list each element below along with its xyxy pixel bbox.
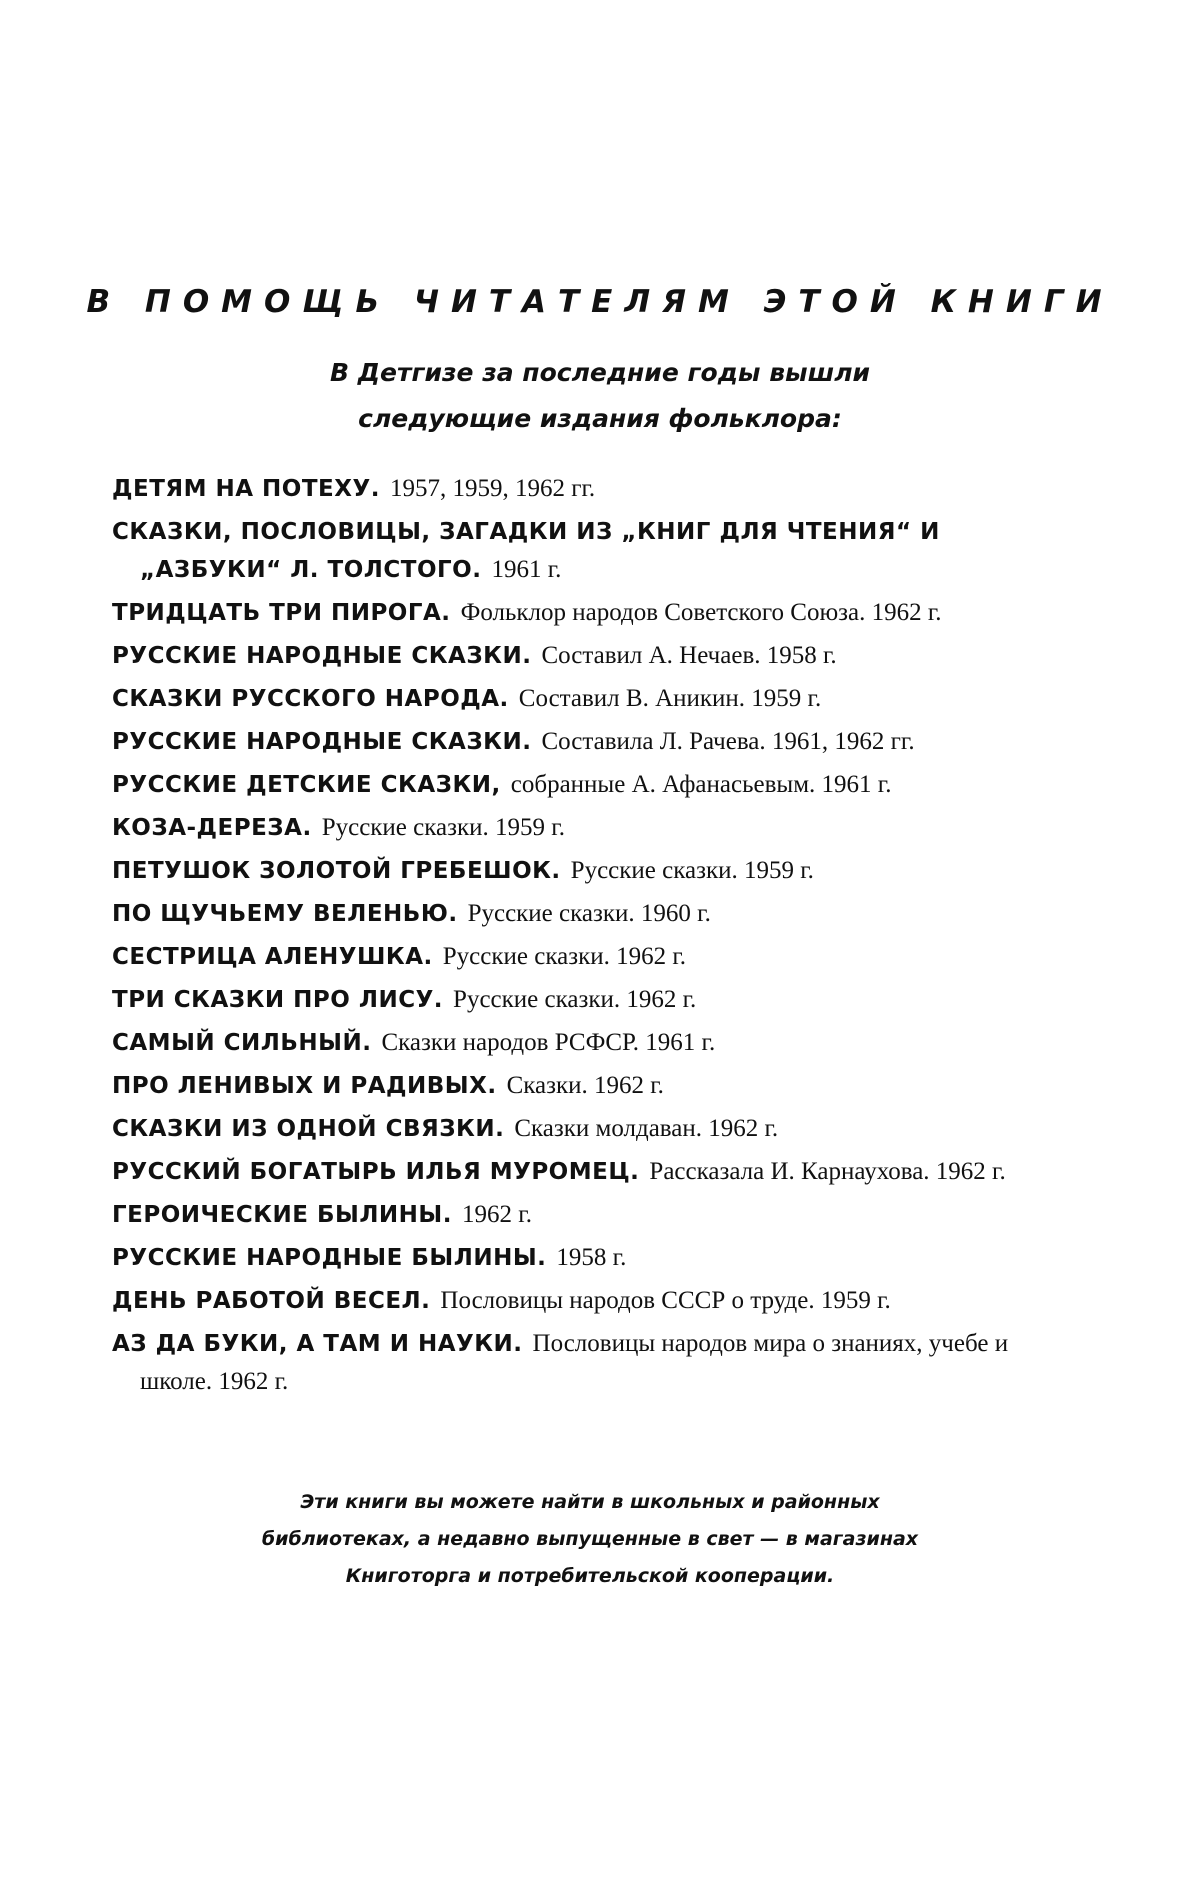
book-page xyxy=(0,0,1200,1880)
list-item xyxy=(112,1110,1072,1148)
entry-note: Сказки молдаван. 1962 г. xyxy=(514,1115,778,1142)
publications-list xyxy=(112,470,1072,1401)
entry-note: Русские сказки. 1962 г. xyxy=(443,943,686,970)
entry-title: СЕСТРИЦА АЛЕНУШКА. xyxy=(112,944,433,970)
entry-note: собранные А. Афанасьевым. 1961 г. xyxy=(511,771,892,798)
entry-note: Пословицы народов СССР о труде. 1959 г. xyxy=(440,1287,890,1314)
entry-title: АЗ ДА БУКИ, А ТАМ И НАУКИ. xyxy=(112,1331,523,1357)
list-item xyxy=(112,1153,1072,1191)
entry-title: ДЕНЬ РАБОТОЙ ВЕСЕЛ. xyxy=(112,1288,430,1314)
intro-line-1: В Детгизе за последние годы вышли xyxy=(0,350,1200,396)
entry-note: Составил А. Нечаев. 1958 г. xyxy=(541,642,836,669)
entry-note: Пословицы народов мира о знаниях, учебе и школе. 1962 г. xyxy=(140,1330,1008,1395)
list-item xyxy=(112,637,1072,675)
entry-title: ПРО ЛЕНИВЫХ И РАДИВЫХ. xyxy=(112,1073,497,1099)
entry-title: ПО ЩУЧЬЕМУ ВЕЛЕНЬЮ. xyxy=(112,901,458,927)
entry-title: СКАЗКИ, ПОСЛОВИЦЫ, ЗАГАДКИ ИЗ „КНИГ ДЛЯ ЧТЕНИЯ“ И „АЗБУКИ“ Л. ТОЛСТОГО. xyxy=(112,519,940,583)
entry-title: РУССКИЕ ДЕТСКИЕ СКАЗКИ, xyxy=(112,772,501,798)
list-item xyxy=(112,895,1072,933)
entry-title: РУССКИЕ НАРОДНЫЕ БЫЛИНЫ. xyxy=(112,1245,546,1271)
intro-text xyxy=(0,350,1200,442)
entry-title: РУССКИЕ НАРОДНЫЕ СКАЗКИ. xyxy=(112,643,531,669)
entry-note: Составила Л. Рачева. 1961, 1962 гг. xyxy=(541,728,914,755)
list-item xyxy=(112,766,1072,804)
entry-note: 1958 г. xyxy=(556,1244,626,1271)
entry-title: КОЗА-ДЕРЕЗА. xyxy=(112,815,312,841)
entry-title: ПЕТУШОК ЗОЛОТОЙ ГРЕБЕШОК. xyxy=(112,858,561,884)
entry-note: Рассказала И. Карнаухова. 1962 г. xyxy=(649,1158,1005,1185)
list-item xyxy=(112,513,1072,589)
entry-note: 1957, 1959, 1962 гг. xyxy=(390,475,595,502)
list-item xyxy=(112,1282,1072,1320)
page-heading: В ПОМОЩЬ ЧИТАТЕЛЯМ ЭТОЙ КНИГИ xyxy=(0,282,1200,322)
entry-title: ДЕТЯМ НА ПОТЕХУ. xyxy=(112,476,380,502)
list-item xyxy=(112,680,1072,718)
list-item xyxy=(112,1024,1072,1062)
entry-title: ГЕРОИЧЕСКИЕ БЫЛИНЫ. xyxy=(112,1202,452,1228)
entry-note: Фольклор народов Советского Союза. 1962 г. xyxy=(461,599,942,626)
entry-title: ТРИДЦАТЬ ТРИ ПИРОГА. xyxy=(112,600,451,626)
footer-line-3: Книготорга и потребительской кооперации. xyxy=(200,1558,980,1595)
entry-note: Русские сказки. 1959 г. xyxy=(322,814,565,841)
entry-title: СКАЗКИ ИЗ ОДНОЙ СВЯЗКИ. xyxy=(112,1116,504,1142)
footer-line-2: библиотеках, а недавно выпущенные в свет — в магазинах xyxy=(200,1521,980,1558)
footer-note xyxy=(200,1484,980,1595)
entry-title: САМЫЙ СИЛЬНЫЙ. xyxy=(112,1030,371,1056)
entry-note: Русские сказки. 1962 г. xyxy=(453,986,696,1013)
footer-line-1: Эти книги вы можете найти в школьных и районных xyxy=(200,1484,980,1521)
list-item xyxy=(112,809,1072,847)
list-item xyxy=(112,723,1072,761)
list-item xyxy=(112,1239,1072,1277)
entry-note: Сказки народов РСФСР. 1961 г. xyxy=(381,1029,715,1056)
list-item xyxy=(112,1067,1072,1105)
list-item xyxy=(112,1196,1072,1234)
list-item xyxy=(112,594,1072,632)
list-item xyxy=(112,1325,1072,1401)
list-item xyxy=(112,938,1072,976)
entry-note: Сказки. 1962 г. xyxy=(507,1072,664,1099)
entry-title: ТРИ СКАЗКИ ПРО ЛИСУ. xyxy=(112,987,443,1013)
list-item xyxy=(112,470,1072,508)
entry-title: РУССКИЕ НАРОДНЫЕ СКАЗКИ. xyxy=(112,729,531,755)
list-item xyxy=(112,852,1072,890)
entry-title: РУССКИЙ БОГАТЫРЬ ИЛЬЯ МУРОМЕЦ. xyxy=(112,1159,639,1185)
entry-note: Русские сказки. 1960 г. xyxy=(468,900,711,927)
entry-title: СКАЗКИ РУССКОГО НАРОДА. xyxy=(112,686,509,712)
entry-note: 1962 г. xyxy=(462,1201,532,1228)
list-item xyxy=(112,981,1072,1019)
entry-note: 1961 г. xyxy=(491,556,561,583)
intro-line-2: следующие издания фольклора: xyxy=(0,396,1200,442)
entry-note: Русские сказки. 1959 г. xyxy=(571,857,814,884)
entry-note: Составил В. Аникин. 1959 г. xyxy=(519,685,821,712)
